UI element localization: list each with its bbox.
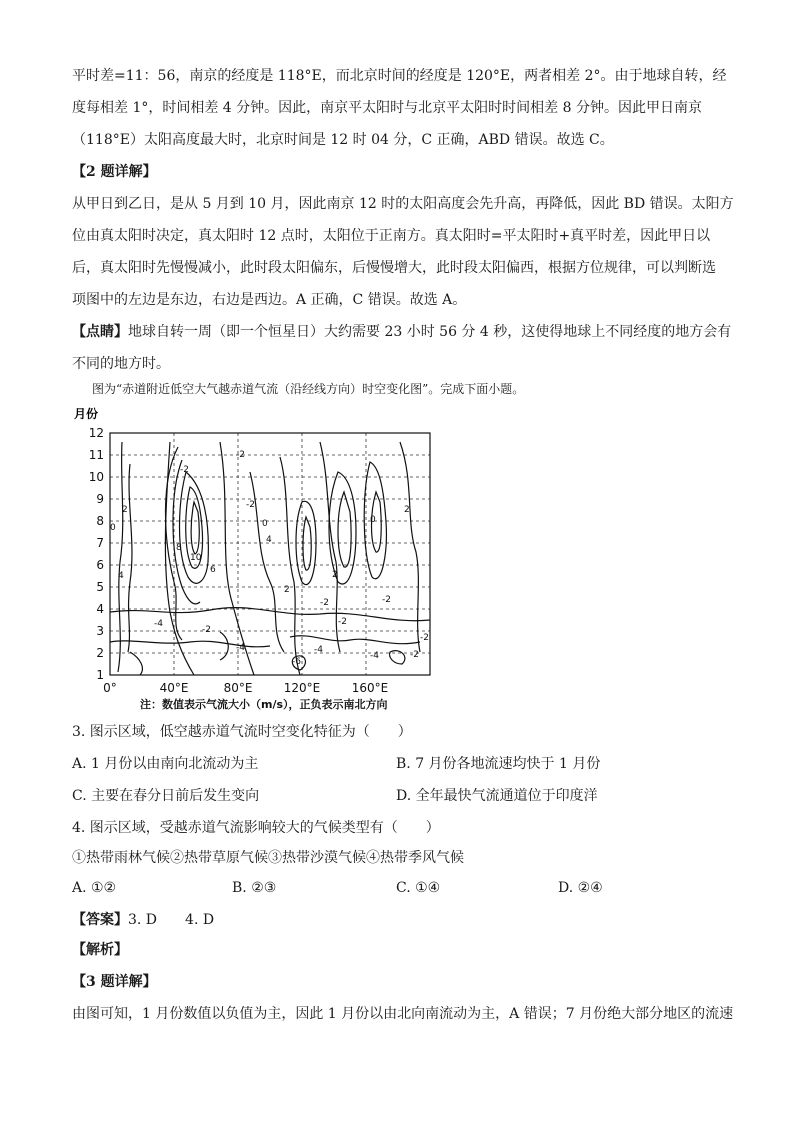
- contour-label: -6: [292, 657, 301, 667]
- y-tick-label: 11: [88, 448, 104, 462]
- contour-label: -4: [370, 651, 379, 661]
- contour-label: 4: [118, 571, 124, 581]
- y-tick-label: 1: [96, 668, 104, 682]
- contour-label: 0: [262, 519, 268, 529]
- heading-q2: 【2 题详解】: [72, 164, 157, 180]
- x-tick-label: 80°E: [223, 681, 253, 695]
- contour-figure: [70, 402, 450, 722]
- y-tick-label: 2: [96, 646, 104, 660]
- heading-q3: 【3 题详解】: [72, 974, 157, 990]
- x-tick-label: 0°: [103, 681, 117, 695]
- contour-label: 0: [370, 515, 376, 525]
- dianjing-line-1: [72, 322, 731, 342]
- y-tick-labels: [89, 426, 104, 682]
- y-tick-label: 9: [96, 492, 104, 506]
- paragraph-2-line-2: 位由真太阳时决定，真太阳时 12 点时，太阳位于正南方。真太阳时=平太阳时+真平时差，因此甲日以: [72, 228, 711, 244]
- question-3-stem: 3. 图示区域，低空越赤道气流时空变化特征为（ ）: [72, 724, 412, 740]
- contour-label: -2: [236, 450, 245, 460]
- y-tick-label: 12: [88, 426, 104, 440]
- paragraph-2-line-3: 后，真太阳时先慢慢减小，此时段太阳偏东，后慢慢增大，此时段太阳偏西，根据方位规律，可以判断选: [72, 260, 716, 276]
- contour-label: -2: [320, 598, 329, 608]
- dianjing-label: 【点睛】: [72, 324, 128, 340]
- contour-label: 8: [176, 543, 182, 553]
- question-4-stem: 4. 图示区域，受越赤道气流影响较大的气候类型有（ ）: [72, 820, 440, 836]
- y-tick-label: 3: [96, 624, 104, 638]
- contour-label: 0: [110, 523, 116, 533]
- question-4-option-d: D. ②④: [558, 880, 603, 896]
- y-tick-label: 8: [96, 514, 104, 528]
- question-3-option-a: A. 1 月份以由南向北流动为主: [72, 756, 259, 772]
- figure-note: 注：数值表示气流大小（m/s），正负表示南北方向: [140, 698, 388, 711]
- answer-text: 3. D 4. D: [128, 912, 215, 928]
- x-tick-label: 160°E: [351, 681, 389, 695]
- paragraph-2-line-4: 项图中的左边是东边，右边是西边。A 正确，C 错误。故选 A。: [72, 292, 467, 308]
- figure-caption: 图为“赤道附近低空大气越赤道气流（沿经线方向）时空变化图”。完成下面小题。: [92, 382, 525, 396]
- question-4-option-c: C. ①④: [396, 880, 441, 896]
- y-tick-label: 7: [96, 536, 104, 550]
- x-tick-labels: [103, 681, 388, 695]
- y-tick-label: 4: [96, 602, 104, 616]
- contour-label: -4: [154, 619, 163, 629]
- y-tick-label: 5: [96, 580, 104, 594]
- question-3-option-d: D. 全年最快气流通道位于印度洋: [396, 788, 598, 804]
- dianjing-line-2: 不同的地方时。: [72, 356, 170, 372]
- contour-label: -2: [180, 465, 189, 475]
- contour-label: -2: [202, 625, 211, 635]
- y-tick-label: 6: [96, 558, 104, 572]
- question-4-items: ①热带雨林气候②热带草原气候③热带沙漠气候④热带季风气候: [72, 850, 464, 866]
- y-axis-title: 月份: [74, 407, 99, 421]
- x-tick-label: 40°E: [159, 681, 189, 695]
- paragraph-3-line-1: 由图可知，1 月份数值以负值为主，因此 1 月份以由北向南流动为主，A 错误；7 月份绝大部分地区的流速: [72, 1006, 734, 1022]
- grid: [110, 433, 430, 675]
- contour-label: -2: [382, 595, 391, 605]
- contour-label: -2: [246, 500, 255, 510]
- analysis-label: 【解析】: [72, 942, 128, 958]
- contour-label: -4: [314, 645, 323, 655]
- contour-label: 4: [266, 535, 272, 545]
- contour-label: 6: [210, 565, 216, 575]
- contour-label: -4: [236, 643, 245, 653]
- question-4-option-a: A. ①②: [72, 880, 117, 896]
- question-3-option-b: B. 7 月份各地流速均快于 1 月份: [396, 756, 601, 772]
- answer-line: [72, 910, 214, 930]
- paragraph-2-line-1: 从甲日到乙日，是从 5 月到 10 月，因此南京 12 时的太阳高度会先升高，再降低，因此 BD 错误。太阳方: [72, 196, 734, 212]
- contour-label: -2: [420, 633, 429, 643]
- contour-label: -2: [338, 617, 347, 627]
- plot-frame: [110, 433, 430, 675]
- contour-label: 10: [190, 553, 202, 563]
- answer-label: 【答案】: [72, 912, 128, 928]
- paragraph-1-line-2: 度每相差 1°，时间相差 4 分钟。因此，南京平太阳时与北京平太阳时时间相差 8 分钟。因此甲日南京: [72, 100, 702, 116]
- paragraph-1-line-1: 平时差=11：56，南京的经度是 118°E，而北京时间的经度是 120°E，两者相差 2°。由于地球自转，经: [72, 68, 727, 84]
- x-tick-label: 120°E: [283, 681, 321, 695]
- contour-label: -2: [410, 650, 419, 660]
- contour-label: 2: [332, 570, 338, 580]
- paragraph-1-line-3: （118°E）太阳高度最大时，北京时间是 12 时 04 分，C 正确，ABD 错误。故选 C。: [72, 132, 614, 148]
- y-tick-label: 10: [88, 470, 104, 484]
- contour-label: 2: [122, 505, 128, 515]
- contour-label: 2: [404, 505, 410, 515]
- contour-label: 2: [284, 585, 290, 595]
- dianjing-text: 地球自转一周（即一个恒星日）大约需要 23 小时 56 分 4 秒，这使得地球上不同经度的地方会有: [128, 324, 732, 340]
- question-3-option-c: C. 主要在春分日前后发生变向: [72, 788, 260, 804]
- question-4-option-b: B. ②③: [232, 880, 277, 896]
